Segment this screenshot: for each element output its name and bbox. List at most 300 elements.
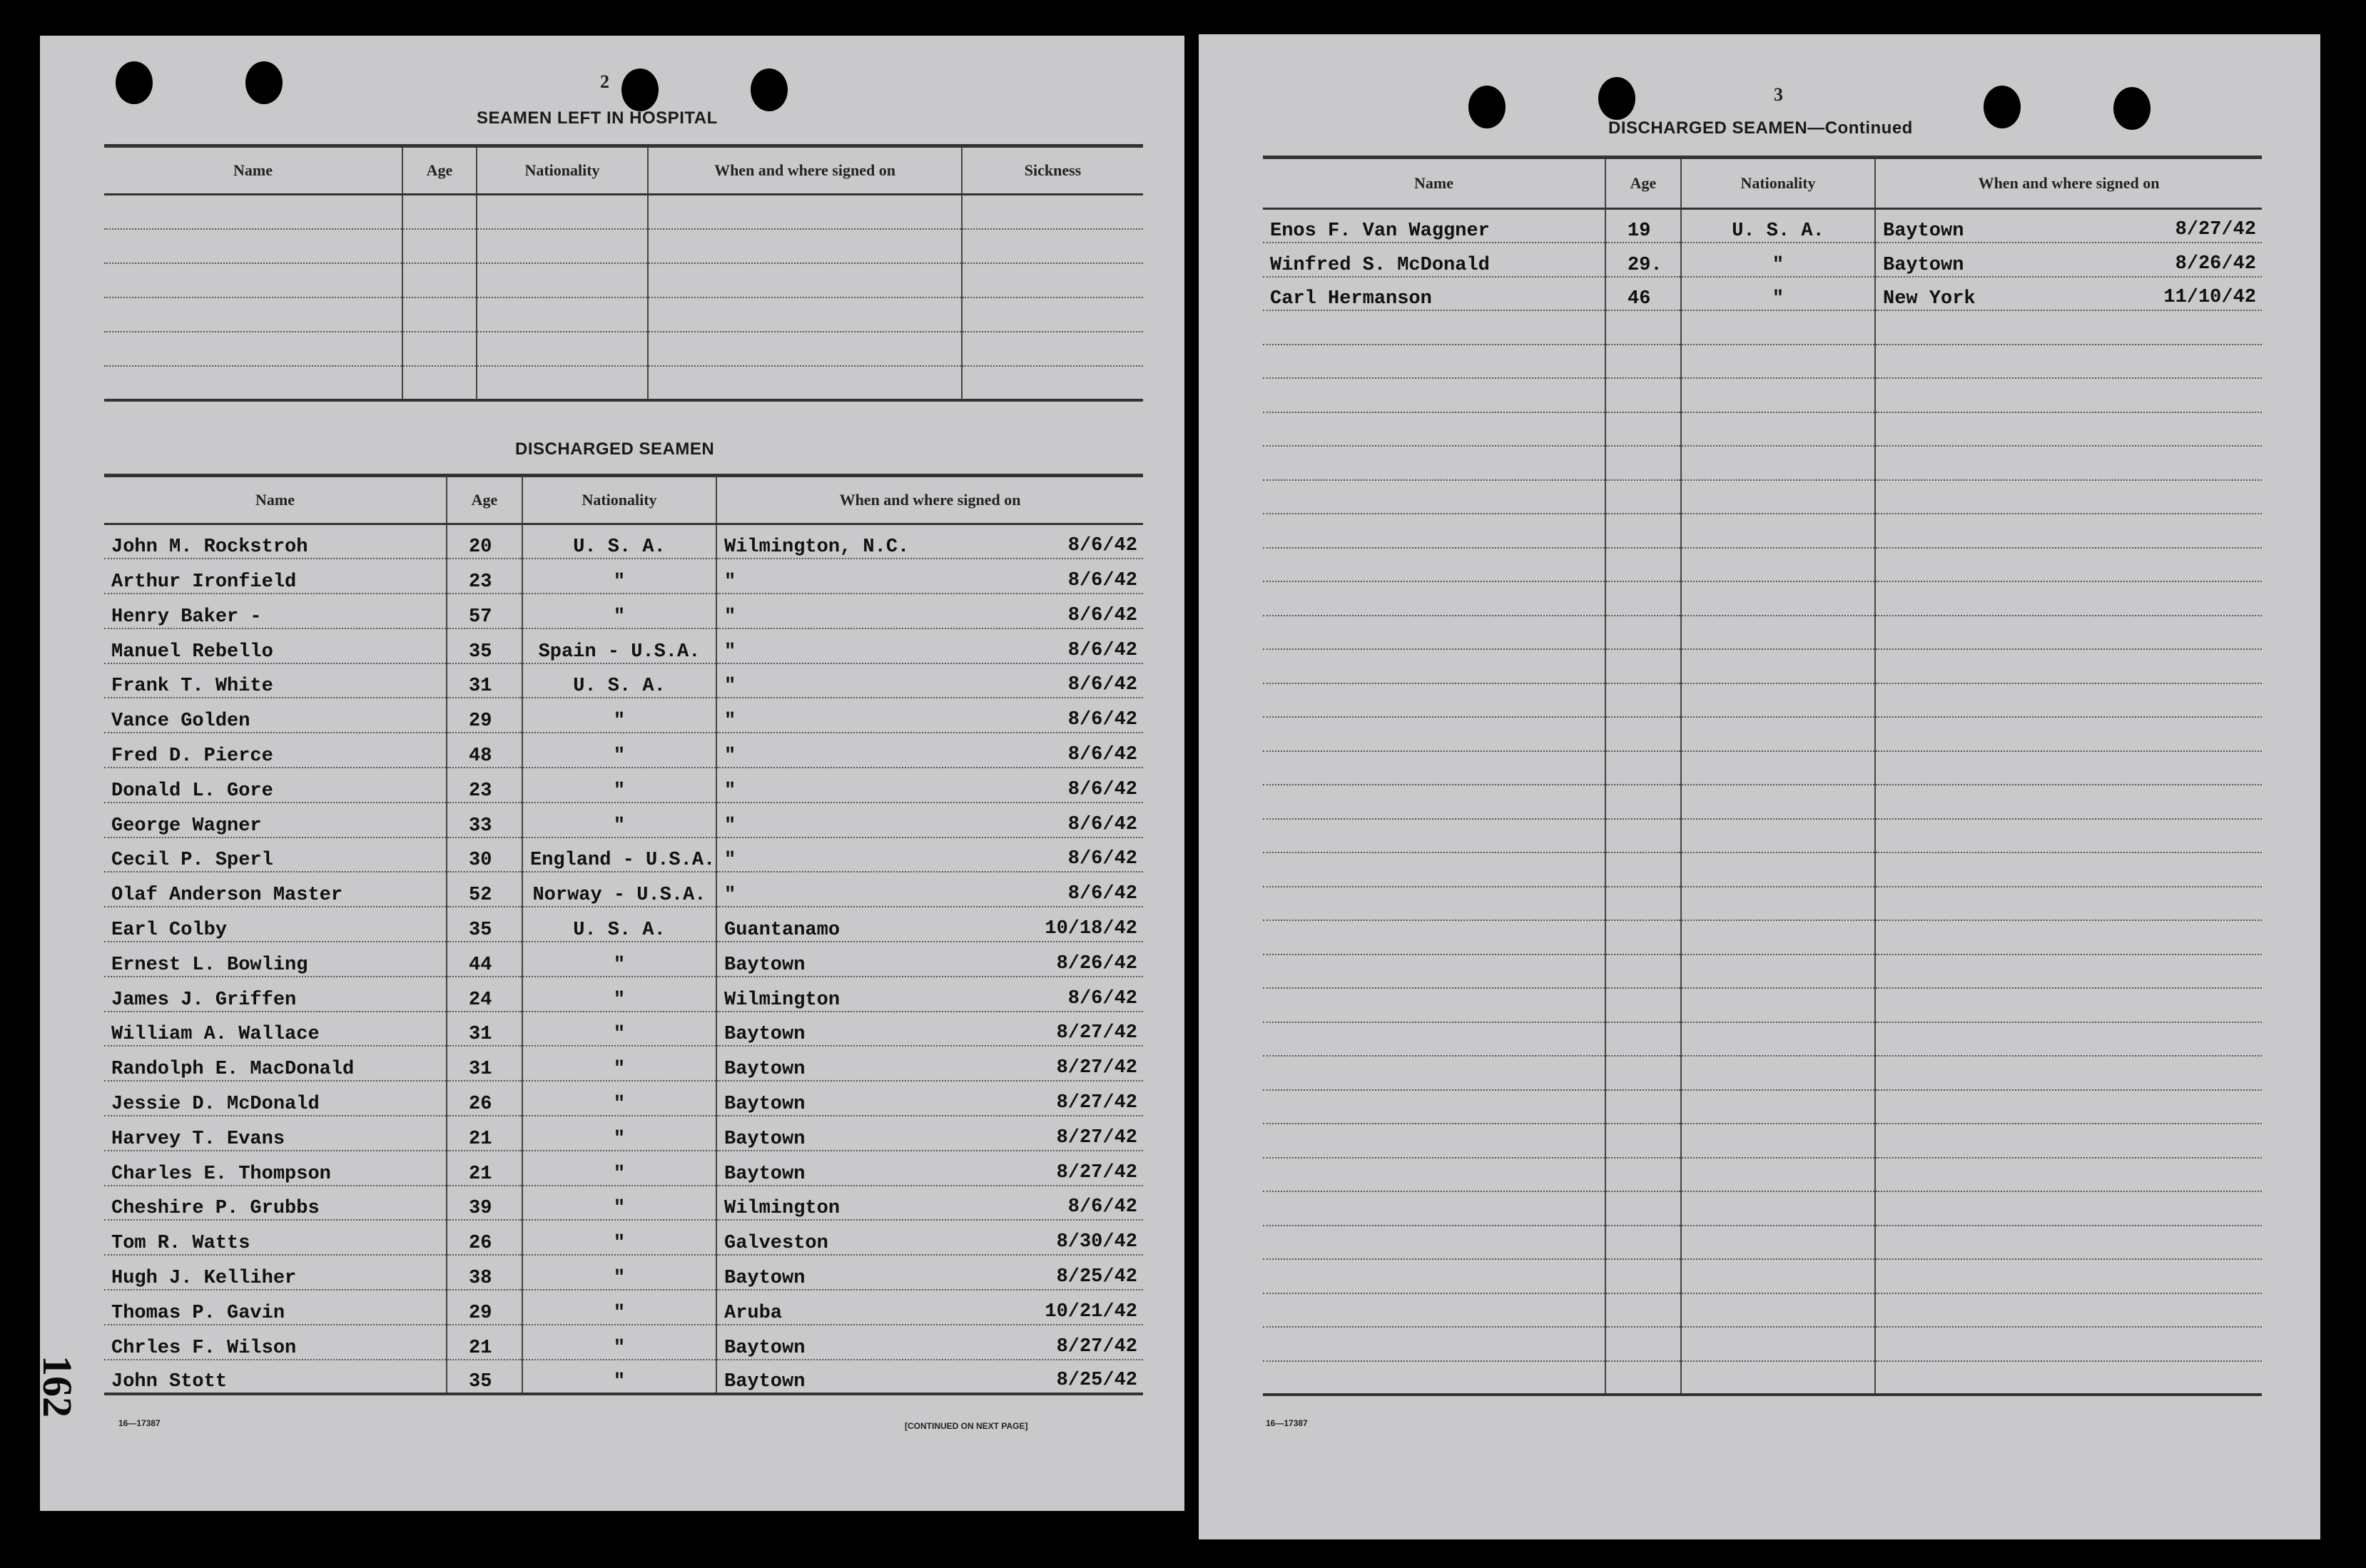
- table-cell: [402, 332, 477, 366]
- signed-on-cell: [716, 977, 1143, 1012]
- seaman-row: [104, 524, 1143, 559]
- seaman-nationality: ": [522, 559, 716, 594]
- seaman-row: [104, 977, 1143, 1012]
- seaman-age: 26: [447, 1220, 522, 1255]
- signed-on-date: 11/10/42: [2163, 287, 2256, 308]
- seaman-age: 46: [1605, 277, 1681, 311]
- seaman-row: [104, 1012, 1143, 1047]
- seaman-nationality: ": [522, 1046, 716, 1081]
- seaman-row: [104, 1255, 1143, 1290]
- seaman-row: [1263, 649, 2262, 683]
- seaman-row: [1263, 988, 2262, 1022]
- seaman-age: [1605, 480, 1681, 514]
- signed-on-cell: [1875, 852, 2262, 887]
- seaman-age: 21: [447, 1151, 522, 1186]
- signed-on-place: ": [724, 676, 736, 698]
- signed-on-cell: [1875, 1293, 2262, 1328]
- seaman-row: [1263, 243, 2262, 277]
- seaman-nationality: ": [522, 803, 716, 838]
- signed-on-cell: [716, 942, 1143, 977]
- seaman-age: [1605, 1191, 1681, 1226]
- seaman-row: [104, 733, 1143, 768]
- seaman-row: [1263, 887, 2262, 921]
- seaman-nationality: [1681, 1259, 1875, 1293]
- seaman-nationality: ": [522, 977, 716, 1012]
- seaman-name: Charles E. Thompson: [104, 1151, 447, 1186]
- table-cell: [962, 297, 1143, 332]
- form-code: 16—17387: [1266, 1418, 1308, 1428]
- table-cell: [104, 229, 402, 263]
- table-cell: [477, 229, 648, 263]
- signed-on-cell: [1875, 480, 2262, 514]
- signed-on-cell: [716, 1290, 1143, 1325]
- table-row: [104, 263, 1143, 297]
- signed-on-date: 8/26/42: [1056, 952, 1137, 974]
- column-header: Nationality: [1681, 158, 1875, 209]
- seaman-age: 35: [447, 907, 522, 942]
- signed-on-place: Baytown: [724, 1268, 806, 1290]
- signed-on-cell: [716, 1012, 1143, 1047]
- seaman-nationality: [1681, 751, 1875, 785]
- side-stamp: 162: [34, 1355, 81, 1417]
- signed-on-cell: [1875, 514, 2262, 548]
- seaman-row: [1263, 819, 2262, 853]
- seaman-nationality: ": [522, 1290, 716, 1325]
- seaman-age: [1605, 378, 1681, 412]
- signed-on-place: ": [724, 885, 736, 907]
- seaman-row: [104, 1046, 1143, 1081]
- seaman-age: 38: [447, 1255, 522, 1290]
- seaman-name: Fred D. Pierce: [104, 733, 447, 768]
- column-header: Name: [104, 146, 402, 195]
- signed-on-cell: [716, 559, 1143, 594]
- signed-on-date: 8/6/42: [1067, 639, 1137, 661]
- signed-on-cell: [1875, 751, 2262, 785]
- signed-on-cell: [1875, 717, 2262, 751]
- signed-on-date: 8/27/42: [1056, 1057, 1137, 1079]
- hospital-section-title: SEAMEN LEFT IN HOSPITAL: [477, 108, 718, 128]
- seaman-age: [1605, 1293, 1681, 1328]
- seaman-name: [1263, 887, 1605, 921]
- seaman-nationality: [1681, 819, 1875, 853]
- seaman-row: [1263, 1191, 2262, 1226]
- seaman-row: [1263, 277, 2262, 311]
- seaman-age: 23: [447, 559, 522, 594]
- seaman-row: [104, 768, 1143, 803]
- seaman-name: [1263, 852, 1605, 887]
- signed-on-date: 8/6/42: [1067, 778, 1137, 800]
- seaman-row: [1263, 1293, 2262, 1328]
- signed-on-place: Baytown: [724, 1337, 806, 1359]
- seaman-age: [1605, 616, 1681, 650]
- seaman-name: [1263, 988, 1605, 1022]
- table-cell: [104, 366, 402, 400]
- seaman-row: [1263, 378, 2262, 412]
- seaman-name: Harvey T. Evans: [104, 1116, 447, 1151]
- seaman-name: [1263, 1259, 1605, 1293]
- seaman-age: 57: [447, 594, 522, 628]
- seaman-age: 33: [447, 803, 522, 838]
- seaman-name: [1263, 785, 1605, 819]
- signed-on-cell: [1875, 1226, 2262, 1260]
- seaman-age: [1605, 548, 1681, 582]
- hospital-table: [104, 144, 1143, 402]
- seaman-row: [1263, 1124, 2262, 1158]
- seaman-nationality: ": [522, 1325, 716, 1360]
- seaman-name: [1263, 954, 1605, 989]
- page-number: 2: [600, 71, 609, 92]
- signed-on-cell: [716, 1255, 1143, 1290]
- punch-hole: [2113, 87, 2151, 130]
- seaman-name: Vance Golden: [104, 698, 447, 733]
- signed-on-cell: [1875, 920, 2262, 954]
- signed-on-cell: [716, 628, 1143, 663]
- column-header: Name: [104, 476, 447, 524]
- signed-on-date: 8/6/42: [1067, 848, 1137, 870]
- signed-on-cell: [716, 1186, 1143, 1221]
- seaman-name: Henry Baker -: [104, 594, 447, 628]
- seaman-age: [1605, 852, 1681, 887]
- table-cell: [648, 229, 962, 263]
- seaman-age: [1605, 717, 1681, 751]
- signed-on-cell: [716, 907, 1143, 942]
- table-cell: [477, 195, 648, 229]
- signed-on-cell: [716, 1220, 1143, 1255]
- seaman-nationality: ": [1681, 243, 1875, 277]
- seaman-nationality: [1681, 1022, 1875, 1057]
- seaman-nationality: [1681, 887, 1875, 921]
- seaman-nationality: [1681, 581, 1875, 616]
- seaman-row: [104, 838, 1143, 872]
- seaman-name: [1263, 1361, 1605, 1395]
- seaman-row: [104, 698, 1143, 733]
- signed-on-cell: [1875, 1022, 2262, 1057]
- seaman-row: [104, 1325, 1143, 1360]
- seaman-nationality: England - U.S.A.: [522, 838, 716, 872]
- seaman-name: [1263, 345, 1605, 379]
- signed-on-date: 8/27/42: [1056, 1161, 1137, 1183]
- seaman-nationality: ": [522, 698, 716, 733]
- seaman-nationality: [1681, 1226, 1875, 1260]
- signed-on-place: Aruba: [724, 1302, 783, 1324]
- seaman-nationality: ": [522, 1255, 716, 1290]
- seaman-age: 29.: [1605, 243, 1681, 277]
- signed-on-cell: [1875, 954, 2262, 989]
- signed-on-cell: [1875, 412, 2262, 447]
- seaman-nationality: [1681, 345, 1875, 379]
- signed-on-cell: [1875, 243, 2262, 277]
- seaman-name: [1263, 683, 1605, 718]
- punch-hole: [1984, 86, 2021, 128]
- seaman-age: [1605, 446, 1681, 480]
- title-suffix: —Continued: [1807, 118, 1913, 138]
- punch-hole: [116, 61, 153, 104]
- right-page: [1199, 34, 2320, 1539]
- signed-on-place: Galveston: [724, 1233, 828, 1255]
- seaman-name: [1263, 446, 1605, 480]
- seaman-nationality: [1681, 785, 1875, 819]
- table-row: [104, 366, 1143, 400]
- discharged-section-title: DISCHARGED SEAMEN: [515, 439, 715, 459]
- seaman-name: James J. Griffen: [104, 977, 447, 1012]
- seaman-row: [1263, 1361, 2262, 1395]
- seaman-name: Cecil P. Sperl: [104, 838, 447, 872]
- seaman-nationality: [1681, 1056, 1875, 1090]
- seaman-row: [1263, 954, 2262, 989]
- seaman-name: Frank T. White: [104, 663, 447, 698]
- column-header: When and where signed on: [648, 146, 962, 195]
- seaman-name: [1263, 1056, 1605, 1090]
- seaman-name: Carl Hermanson: [1263, 277, 1605, 311]
- signed-on-date: 8/27/42: [1056, 1092, 1137, 1114]
- table-row: [104, 195, 1143, 229]
- seaman-name: Jessie D. McDonald: [104, 1081, 447, 1116]
- seaman-name: Donald L. Gore: [104, 768, 447, 803]
- signed-on-place: ": [724, 606, 736, 628]
- seaman-name: Cheshire P. Grubbs: [104, 1186, 447, 1221]
- seaman-name: William A. Wallace: [104, 1012, 447, 1047]
- seaman-nationality: ": [522, 1012, 716, 1047]
- punch-hole: [245, 61, 283, 104]
- seaman-row: [104, 1116, 1143, 1151]
- seaman-row: [1263, 310, 2262, 345]
- seaman-age: [1605, 1124, 1681, 1158]
- seaman-row: [104, 594, 1143, 628]
- table-row: [104, 332, 1143, 366]
- signed-on-cell: [1875, 988, 2262, 1022]
- signed-on-cell: [716, 1046, 1143, 1081]
- seaman-nationality: ": [522, 1116, 716, 1151]
- seaman-row: [1263, 345, 2262, 379]
- seaman-nationality: ": [522, 733, 716, 768]
- signed-on-place: Baytown: [724, 1163, 806, 1185]
- seaman-age: [1605, 1361, 1681, 1395]
- seaman-row: [1263, 1259, 2262, 1293]
- seaman-age: 29: [447, 1290, 522, 1325]
- signed-on-cell: [716, 1116, 1143, 1151]
- seaman-row: [1263, 1056, 2262, 1090]
- table-cell: [648, 263, 962, 297]
- signed-on-cell: [1875, 785, 2262, 819]
- signed-on-date: 8/27/42: [2175, 219, 2256, 240]
- seaman-nationality: [1681, 1327, 1875, 1361]
- signed-on-date: 8/6/42: [1067, 744, 1137, 766]
- signed-on-cell: [1875, 1361, 2262, 1395]
- signed-on-cell: [1875, 209, 2262, 243]
- seaman-nationality: [1681, 514, 1875, 548]
- discharged-table-continued: [1263, 156, 2262, 1396]
- seaman-row: [1263, 1022, 2262, 1057]
- signed-on-date: 8/26/42: [2175, 253, 2256, 275]
- column-header: Sickness: [962, 146, 1143, 195]
- seaman-name: [1263, 1191, 1605, 1226]
- seaman-name: [1263, 616, 1605, 650]
- column-header: Nationality: [477, 146, 648, 195]
- signed-on-cell: [1875, 1158, 2262, 1192]
- signed-on-place: ": [724, 780, 736, 802]
- column-header: When and where signed on: [1875, 158, 2262, 209]
- seaman-row: [104, 1186, 1143, 1221]
- signed-on-cell: [1875, 446, 2262, 480]
- table-cell: [402, 297, 477, 332]
- seaman-nationality: [1681, 683, 1875, 718]
- seaman-age: 23: [447, 768, 522, 803]
- signed-on-cell: [716, 698, 1143, 733]
- table-row: [104, 229, 1143, 263]
- seaman-age: 52: [447, 872, 522, 907]
- table-cell: [402, 229, 477, 263]
- seaman-age: 20: [447, 524, 522, 559]
- seaman-row: [1263, 1327, 2262, 1361]
- seaman-row: [1263, 412, 2262, 447]
- seaman-age: 21: [447, 1116, 522, 1151]
- seaman-name: [1263, 514, 1605, 548]
- seaman-name: [1263, 1124, 1605, 1158]
- table-cell: [962, 195, 1143, 229]
- seaman-name: [1263, 649, 1605, 683]
- seaman-age: [1605, 751, 1681, 785]
- seaman-nationality: U. S. A.: [522, 524, 716, 559]
- seaman-age: [1605, 819, 1681, 853]
- signed-on-cell: [1875, 378, 2262, 412]
- signed-on-cell: [716, 733, 1143, 768]
- punch-hole: [1598, 77, 1635, 120]
- seaman-name: Earl Colby: [104, 907, 447, 942]
- signed-on-cell: [1875, 1090, 2262, 1124]
- seaman-nationality: Spain - U.S.A.: [522, 628, 716, 663]
- signed-on-place: Baytown: [1883, 254, 1964, 276]
- seaman-nationality: [1681, 920, 1875, 954]
- signed-on-date: 8/25/42: [1056, 1266, 1137, 1288]
- signed-on-cell: [716, 803, 1143, 838]
- column-header: Age: [1605, 158, 1681, 209]
- signed-on-cell: [716, 594, 1143, 628]
- seaman-row: [1263, 1090, 2262, 1124]
- seaman-age: 29: [447, 698, 522, 733]
- seaman-row: [1263, 751, 2262, 785]
- seaman-name: Tom R. Watts: [104, 1220, 447, 1255]
- title-main: DISCHARGED SEAMEN: [1608, 118, 1808, 138]
- seaman-age: 31: [447, 1046, 522, 1081]
- table-cell: [477, 297, 648, 332]
- continued-note: [CONTINUED ON NEXT PAGE]: [905, 1421, 1028, 1431]
- table-cell: [477, 332, 648, 366]
- signed-on-cell: [1875, 548, 2262, 582]
- seaman-nationality: [1681, 1158, 1875, 1192]
- seaman-nationality: [1681, 1090, 1875, 1124]
- signed-on-cell: [1875, 1327, 2262, 1361]
- seaman-row: [104, 803, 1143, 838]
- signed-on-place: Wilmington, N.C.: [724, 536, 910, 559]
- seaman-name: Enos F. Van Waggner: [1263, 209, 1605, 243]
- seaman-age: [1605, 1022, 1681, 1057]
- seaman-name: [1263, 751, 1605, 785]
- column-header: Age: [402, 146, 477, 195]
- signed-on-cell: [1875, 310, 2262, 345]
- seaman-name: John Stott: [104, 1360, 447, 1395]
- signed-on-place: ": [724, 745, 736, 768]
- seaman-row: [104, 1151, 1143, 1186]
- signed-on-cell: [716, 524, 1143, 559]
- table-cell: [104, 332, 402, 366]
- signed-on-cell: [716, 768, 1143, 803]
- seaman-age: 31: [447, 1012, 522, 1047]
- signed-on-place: ": [724, 850, 736, 872]
- discharged-continued-title: [1608, 118, 1913, 138]
- signed-on-date: 8/6/42: [1067, 709, 1137, 731]
- table-cell: [648, 297, 962, 332]
- seaman-nationality: ": [522, 942, 716, 977]
- seaman-row: [104, 1290, 1143, 1325]
- seaman-age: [1605, 514, 1681, 548]
- signed-on-cell: [1875, 581, 2262, 616]
- seaman-age: [1605, 1158, 1681, 1192]
- seaman-name: Ernest L. Bowling: [104, 942, 447, 977]
- seaman-nationality: [1681, 649, 1875, 683]
- table-row: [104, 297, 1143, 332]
- seaman-age: 35: [447, 628, 522, 663]
- table-cell: [648, 195, 962, 229]
- seaman-name: [1263, 1327, 1605, 1361]
- seaman-nationality: [1681, 616, 1875, 650]
- signed-on-place: Baytown: [1883, 220, 1964, 242]
- table-cell: [962, 332, 1143, 366]
- signed-on-place: Wilmington: [724, 1198, 841, 1220]
- seaman-nationality: U. S. A.: [522, 907, 716, 942]
- seaman-age: [1605, 1090, 1681, 1124]
- seaman-nationality: [1681, 480, 1875, 514]
- seaman-row: [104, 942, 1143, 977]
- table-cell: [477, 263, 648, 297]
- signed-on-cell: [1875, 819, 2262, 853]
- seaman-row: [1263, 209, 2262, 243]
- seaman-age: [1605, 345, 1681, 379]
- table-cell: [648, 366, 962, 400]
- seaman-nationality: [1681, 717, 1875, 751]
- table-cell: [962, 263, 1143, 297]
- punch-hole: [1468, 86, 1506, 128]
- signed-on-date: 8/27/42: [1056, 1126, 1137, 1149]
- seaman-row: [1263, 548, 2262, 582]
- seaman-name: George Wagner: [104, 803, 447, 838]
- signed-on-cell: [716, 1325, 1143, 1360]
- seaman-nationality: [1681, 1124, 1875, 1158]
- seaman-nationality: ": [1681, 277, 1875, 311]
- seaman-age: 30: [447, 838, 522, 872]
- seaman-age: [1605, 1056, 1681, 1090]
- signed-on-place: Baytown: [724, 1128, 806, 1150]
- signed-on-cell: [1875, 616, 2262, 650]
- signed-on-place: New York: [1883, 288, 1976, 310]
- signed-on-place: Wilmington: [724, 989, 841, 1011]
- signed-on-date: 8/6/42: [1067, 535, 1137, 557]
- signed-on-place: ": [724, 571, 736, 594]
- signed-on-date: 8/6/42: [1067, 987, 1137, 1009]
- signed-on-cell: [1875, 1191, 2262, 1226]
- seaman-name: [1263, 378, 1605, 412]
- page-number: 3: [1774, 84, 1783, 105]
- seaman-name: [1263, 1022, 1605, 1057]
- signed-on-cell: [1875, 1124, 2262, 1158]
- seaman-row: [1263, 616, 2262, 650]
- seaman-name: Thomas P. Gavin: [104, 1290, 447, 1325]
- seaman-row: [1263, 581, 2262, 616]
- seaman-nationality: [1681, 1361, 1875, 1395]
- seaman-nationality: U. S. A.: [1681, 209, 1875, 243]
- seaman-age: [1605, 920, 1681, 954]
- seaman-name: [1263, 819, 1605, 853]
- signed-on-date: 8/6/42: [1067, 883, 1137, 905]
